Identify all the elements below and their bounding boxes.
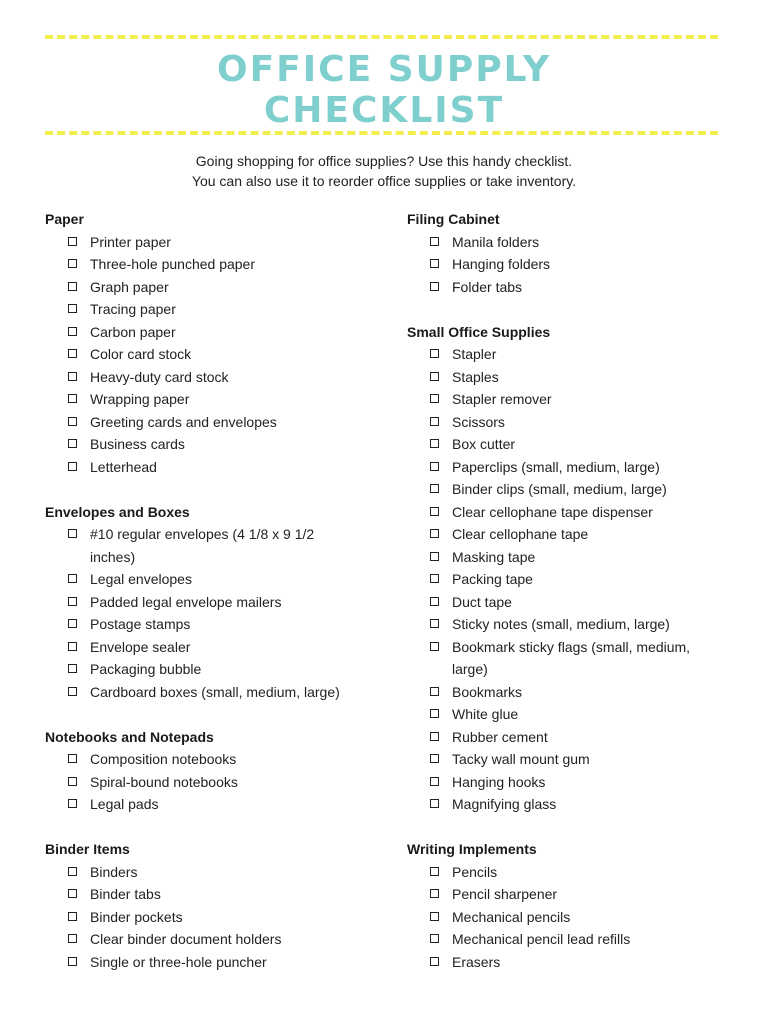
section-writing-implements [407,838,737,973]
checklist-item[interactable] [45,253,375,276]
checkbox-icon[interactable] [68,372,77,381]
item-label: Stapler [452,346,497,362]
checklist-item[interactable] [407,591,737,614]
checkbox-icon[interactable] [68,304,77,313]
checklist-item[interactable] [407,433,737,456]
left-column [45,208,375,996]
item-label: Three-hole punched paper [90,256,256,272]
checklist-item[interactable] [407,748,737,771]
checkbox-icon[interactable] [68,597,77,606]
item-label: Tacky wall mount gum [452,751,590,767]
item-label: Clear cellophane tape dispenser [452,503,653,520]
checkbox-icon[interactable] [68,912,77,921]
checklist-item[interactable] [45,861,375,884]
checkbox-icon[interactable] [430,642,439,651]
checkbox-icon[interactable] [68,642,77,651]
checklist-item[interactable] [407,906,737,929]
checklist-item[interactable] [45,321,375,344]
checkbox-icon[interactable] [68,867,77,876]
item-label: #10 regular envelopes (4 1/8 x 9 1/2 inches) [90,526,315,565]
item-label: Folder tabs [452,278,523,295]
checklist-item[interactable] [45,613,375,636]
checkbox-icon[interactable] [430,484,439,493]
section-heading: Writing Implements [407,841,537,857]
checkbox-icon[interactable] [430,912,439,921]
checklist-item[interactable] [407,366,737,389]
item-label: Binder tabs [90,886,161,902]
item-label: Sticky notes (small, medium, large) [452,616,670,632]
item-label: Letterhead [90,458,157,475]
checklist-item[interactable] [407,928,737,951]
checkbox-icon[interactable] [430,349,439,358]
checkbox-icon[interactable] [68,664,77,673]
section-binder-items [45,838,375,973]
item-label: White glue [452,706,519,722]
checklist-item[interactable] [407,478,737,501]
bottom-dashed-divider [45,131,718,135]
item-label: Wrapping paper [90,391,190,407]
checklist-item[interactable] [45,276,375,299]
checkbox-icon[interactable] [68,574,77,583]
item-label: Magnifying glass [452,796,557,812]
checklist-item[interactable] [45,231,375,254]
item-label: Carbon paper [90,323,176,340]
checklist-item[interactable] [407,726,737,749]
item-label: Composition notebooks [90,751,237,767]
checkbox-icon[interactable] [430,777,439,786]
checklist-item[interactable] [45,523,375,568]
item-label: Clear binder document holders [90,931,282,947]
checklist-item[interactable] [407,523,737,546]
item-label: Heavy-duty card stock [90,368,229,385]
item-label: Hanging hooks [452,773,546,790]
checkbox-icon[interactable] [430,394,439,403]
checkbox-icon[interactable] [430,889,439,898]
item-label: Business cards [90,436,185,452]
item-label: Mechanical pencil lead refills [452,931,631,947]
checklist-item[interactable] [407,411,737,434]
checkbox-icon[interactable] [430,282,439,291]
intro-text-line-2: You can also use it to reorder office supplies or take inventory. [191,173,577,189]
checklist-item[interactable] [45,343,375,366]
item-label: Color card stock [90,346,192,362]
item-label: Tracing paper [90,301,176,317]
item-label: Erasers [452,953,501,970]
checkbox-icon[interactable] [430,507,439,516]
checklist-item[interactable] [45,681,375,704]
item-label: Bookmarks [452,683,523,700]
checklist-item[interactable] [407,703,737,726]
checkbox-icon[interactable] [430,799,439,808]
item-label: Binders [90,863,138,880]
checklist-item[interactable] [407,951,737,974]
right-column [407,208,737,996]
item-label: Envelope sealer [90,638,191,655]
checklist-item[interactable] [45,388,375,411]
checkbox-icon[interactable] [68,349,77,358]
checklist-item[interactable] [407,771,737,794]
item-label: Greeting cards and envelopes [90,413,277,430]
checklist-item[interactable] [45,568,375,591]
checkbox-icon[interactable] [430,597,439,606]
item-label: Rubber cement [452,728,548,745]
page-title-line-2: CHECKLIST [263,90,505,131]
section-heading: Filing Cabinet [407,211,500,227]
checkbox-icon[interactable] [430,529,439,538]
checklist-item[interactable] [407,343,737,366]
item-label: Packing tape [452,571,533,587]
checkbox-icon[interactable] [430,732,439,741]
checkbox-icon[interactable] [430,619,439,628]
checklist-item[interactable] [45,411,375,434]
checklist-item[interactable] [407,253,737,276]
item-label: Duct tape [452,593,512,610]
checkbox-icon[interactable] [430,574,439,583]
checkbox-icon[interactable] [430,439,439,448]
item-label: Legal pads [90,796,159,812]
checklist-item[interactable] [45,951,375,974]
section-small-office-supplies [407,321,737,816]
item-label: Single or three-hole puncher [90,953,267,970]
checkbox-icon[interactable] [68,799,77,808]
section-heading: Envelopes and Boxes [45,503,190,520]
checklist-item[interactable] [45,591,375,614]
checklist-item[interactable] [407,636,737,681]
checklist-item[interactable] [45,928,375,951]
checklist-item[interactable] [407,613,737,636]
checklist-item[interactable] [407,231,737,254]
checklist-item[interactable] [407,883,737,906]
section-envelopes-and-boxes [45,501,375,704]
item-label: Pencils [452,863,498,880]
checkbox-icon[interactable] [430,372,439,381]
checklist-item[interactable] [407,568,737,591]
item-label: Paperclips (small, medium, large) [452,458,660,475]
item-label: Legal envelopes [90,571,192,587]
item-label: Stapler remover [452,391,552,407]
checkbox-icon[interactable] [68,462,77,471]
section-heading: Notebooks and Notepads [45,728,214,745]
checkbox-icon[interactable] [430,417,439,426]
checklist-item[interactable] [45,748,375,771]
checkbox-icon[interactable] [430,259,439,268]
item-label: Box cutter [452,436,516,452]
intro-text-line-1: Going shopping for office supplies? Use this handy checklist. [195,153,573,169]
checkbox-icon[interactable] [430,237,439,246]
checkbox-icon[interactable] [68,327,77,336]
checkbox-icon[interactable] [430,709,439,718]
checkbox-icon[interactable] [68,237,77,246]
checkbox-icon[interactable] [430,462,439,471]
checklist-item[interactable] [407,388,737,411]
checkbox-icon[interactable] [68,934,77,943]
page-title-line-1: OFFICE SUPPLY [216,49,552,90]
checklist-item[interactable] [407,793,737,816]
checklist-item[interactable] [407,681,737,704]
checklist-item[interactable] [407,456,737,479]
checkbox-icon[interactable] [430,957,439,966]
item-label: Spiral-bound notebooks [90,773,238,790]
section-filing-cabinet [407,208,737,298]
checkbox-icon[interactable] [68,619,77,628]
checklist-item[interactable] [407,501,737,524]
checklist-item[interactable] [45,771,375,794]
checklist-item[interactable] [45,636,375,659]
section-notebooks-and-notepads [45,726,375,816]
checkbox-icon[interactable] [68,889,77,898]
item-label: Manila folders [452,233,540,250]
checklist-item[interactable] [45,433,375,456]
item-label: Graph paper [90,278,169,295]
checkbox-icon[interactable] [68,529,77,538]
checklist-item[interactable] [407,276,737,299]
item-label: Hanging folders [452,256,551,272]
checkbox-icon[interactable] [430,934,439,943]
item-label: Binder clips (small, medium, large) [452,481,667,497]
checkbox-icon[interactable] [68,777,77,786]
item-label: Staples [452,368,499,385]
section-heading: Binder Items [45,841,130,857]
checkbox-icon[interactable] [430,867,439,876]
top-dashed-divider [45,35,718,39]
checklist-item[interactable] [45,793,375,816]
checklist-item[interactable] [45,298,375,321]
item-label: Packaging bubble [90,661,202,677]
checkbox-icon[interactable] [430,687,439,696]
section-heading: Paper [45,211,84,227]
checklist-item[interactable] [45,658,375,681]
checkbox-icon[interactable] [68,417,77,426]
item-label: Scissors [452,413,505,430]
item-label: Bookmark sticky flags (small, medium, large) [452,638,691,677]
section-paper [45,208,375,478]
item-label: Clear cellophane tape [452,526,589,542]
checkbox-icon[interactable] [68,259,77,268]
checklist-item[interactable] [407,861,737,884]
checklist-item[interactable] [45,906,375,929]
section-heading: Small Office Supplies [407,323,551,340]
checklist-item[interactable] [45,456,375,479]
checkbox-icon[interactable] [430,552,439,561]
item-label: Mechanical pencils [452,908,571,925]
item-label: Pencil sharpener [452,886,558,902]
checkbox-icon[interactable] [68,687,77,696]
checkbox-icon[interactable] [68,754,77,763]
item-label: Printer paper [90,233,171,250]
item-label: Postage stamps [90,616,191,632]
checklist-item[interactable] [45,366,375,389]
item-label: Masking tape [452,548,536,565]
item-label: Padded legal envelope mailers [90,593,282,610]
checklist-item[interactable] [45,883,375,906]
checklist-item[interactable] [407,546,737,569]
item-label: Cardboard boxes (small, medium, large) [90,683,340,700]
checkbox-icon[interactable] [68,394,77,403]
item-label: Binder pockets [90,908,183,925]
checkbox-icon[interactable] [430,754,439,763]
checkbox-icon[interactable] [68,439,77,448]
checkbox-icon[interactable] [68,282,77,291]
checkbox-icon[interactable] [68,957,77,966]
